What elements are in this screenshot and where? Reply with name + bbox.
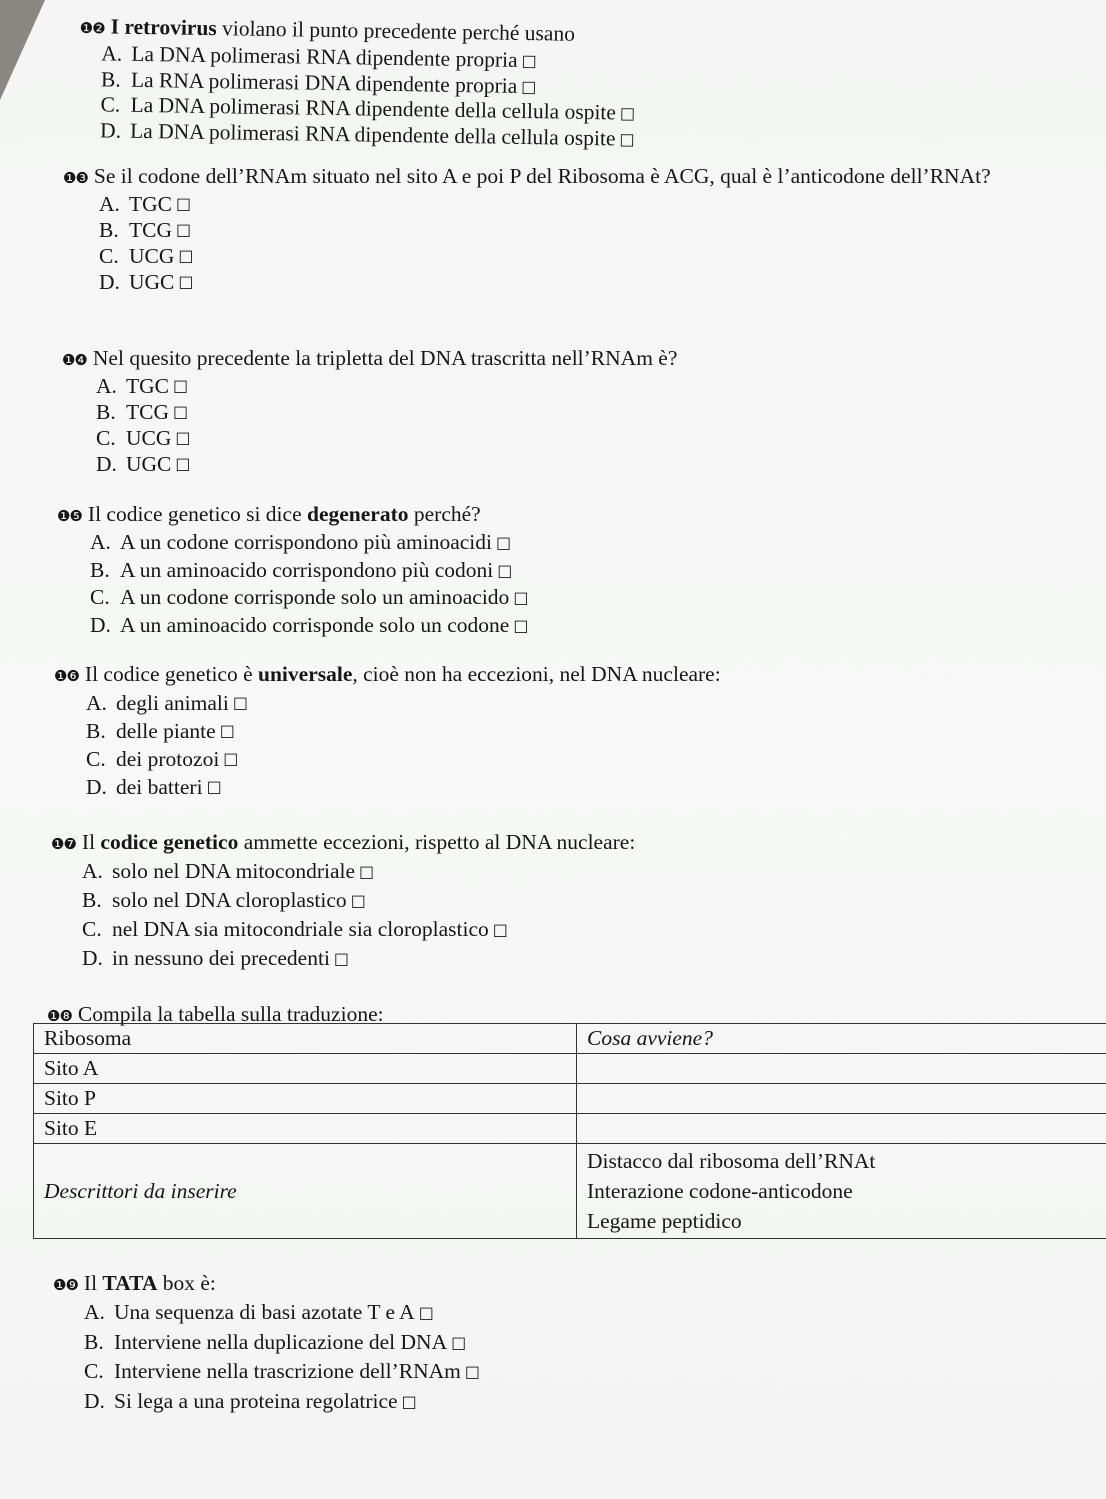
option-letter: C. <box>82 917 102 941</box>
stem-bold: TATA <box>102 1271 158 1295</box>
question-12 <box>78 13 637 152</box>
checkbox-icon[interactable]: □ <box>232 693 248 712</box>
option-d[interactable] <box>99 269 1076 295</box>
question-number: ❶❽ <box>47 1007 72 1025</box>
option-c[interactable] <box>86 745 721 773</box>
option-letter: A. <box>96 374 117 398</box>
option-text: solo nel DNA cloroplastico <box>112 888 347 912</box>
option-d[interactable] <box>90 612 528 640</box>
option-c[interactable] <box>99 243 1076 269</box>
option-letter: A. <box>84 1300 105 1324</box>
stem-bold: degenerato <box>307 502 409 526</box>
option-letter: D. <box>99 117 122 143</box>
question-stem <box>62 345 677 373</box>
checkbox-icon[interactable]: □ <box>464 1362 480 1381</box>
options-list <box>99 191 1076 295</box>
option-d[interactable] <box>86 773 721 801</box>
option-text: TCG <box>129 218 172 242</box>
descriptor-item: Distacco dal ribosoma dell’RNAt <box>587 1149 876 1173</box>
option-text: dei protozoi <box>116 747 220 771</box>
header-cell-ribosoma: Ribosoma <box>34 1024 577 1054</box>
option-letter: D. <box>99 270 120 294</box>
option-letter: D. <box>82 946 103 970</box>
option-text: UGC <box>129 270 175 294</box>
option-letter: C. <box>84 1359 104 1383</box>
question-number: ❶❼ <box>51 835 76 853</box>
question-number: ❶❹ <box>62 351 87 369</box>
option-letter: B. <box>82 888 102 912</box>
checkbox-icon[interactable]: □ <box>513 588 529 607</box>
options-list <box>82 857 635 973</box>
options-list <box>96 373 677 477</box>
option-letter: B. <box>90 557 110 582</box>
checkbox-icon[interactable]: □ <box>173 402 189 421</box>
stem-text: Il codice genetico è <box>84 662 259 686</box>
checkbox-icon[interactable]: □ <box>176 220 192 239</box>
checkbox-icon[interactable]: □ <box>497 560 513 580</box>
stem-text: Nel quesito precedente la tripletta del DNA trascritta nell’RNAm è? <box>92 346 678 370</box>
stem-bold: universale <box>258 662 353 686</box>
option-text: Si lega a una proteina regolatrice <box>114 1388 398 1413</box>
option-letter: D. <box>86 775 107 799</box>
stem-text: Il codice genetico si dice <box>87 502 307 526</box>
option-b[interactable] <box>96 399 677 425</box>
checkbox-icon[interactable]: □ <box>178 246 194 265</box>
option-text: degli animali <box>116 691 229 715</box>
option-letter: D. <box>90 612 111 637</box>
stem-text: Compila la tabella sulla traduzione: <box>77 1002 384 1026</box>
option-letter: D. <box>96 452 117 476</box>
checkbox-icon[interactable]: □ <box>619 128 635 149</box>
option-text: UCG <box>129 244 175 268</box>
option-text: in nessuno dei precedenti <box>112 946 330 970</box>
option-text: TCG <box>126 400 169 424</box>
checkbox-icon[interactable]: □ <box>175 454 191 473</box>
table-row <box>34 1114 1106 1144</box>
option-text: Interviene nella trascrizione dell’RNAm <box>114 1359 461 1383</box>
option-text: A un codone corrispondono più aminoacidi <box>120 530 492 554</box>
option-text: La RNA polimerasi DNA dipendente propria <box>130 67 518 98</box>
checkbox-icon[interactable]: □ <box>418 1303 434 1322</box>
checkbox-icon[interactable]: □ <box>492 920 508 939</box>
table-row <box>34 1084 1106 1114</box>
question-stem <box>57 501 528 529</box>
option-text: dei batteri <box>116 775 203 799</box>
option-a[interactable] <box>90 529 528 557</box>
option-letter: A. <box>99 192 120 216</box>
descriptors-cell <box>577 1144 1106 1239</box>
option-c[interactable] <box>90 584 528 612</box>
option-text: A un aminoacido corrisponde solo un codone <box>120 612 510 637</box>
checkbox-icon[interactable]: □ <box>333 949 350 968</box>
question-number: ❶❷ <box>79 18 105 38</box>
question-stem <box>63 163 1076 191</box>
option-d[interactable] <box>82 944 635 973</box>
question-stem <box>53 1270 480 1298</box>
option-letter: B. <box>86 719 106 743</box>
option-text: La DNA polimerasi RNA dipendente della cellula ospite <box>129 118 616 150</box>
option-letter: C. <box>86 747 106 771</box>
option-text: Una sequenza di basi azotate T e A <box>114 1300 415 1324</box>
checkbox-icon[interactable]: □ <box>513 615 529 635</box>
question-number: ❶❻ <box>54 667 79 685</box>
option-letter: C. <box>100 92 121 117</box>
option-letter: B. <box>96 400 116 424</box>
option-a[interactable] <box>99 191 1076 217</box>
option-c[interactable] <box>82 915 635 944</box>
answer-cell-sito-p[interactable] <box>577 1084 1106 1114</box>
stem-text: , cioè non ha eccezioni, nel DNA nucleare: <box>352 662 721 686</box>
question-number: ❶❺ <box>57 507 82 525</box>
question-stem <box>51 829 635 857</box>
option-a[interactable] <box>82 857 635 886</box>
header-cell-cosa-avviene: Cosa avviene? <box>577 1024 1106 1054</box>
checkbox-icon[interactable]: □ <box>173 376 189 395</box>
translation-table <box>33 1023 1106 1239</box>
checkbox-icon[interactable]: □ <box>176 194 192 213</box>
checkbox-icon[interactable]: □ <box>451 1332 467 1352</box>
option-letter: A. <box>101 41 123 66</box>
option-text: TGC <box>126 374 169 398</box>
option-text: solo nel DNA mitocondriale <box>112 859 356 883</box>
checkbox-icon[interactable]: □ <box>178 272 194 291</box>
option-letter: A. <box>90 530 111 554</box>
row-label-sito-a: Sito A <box>34 1054 577 1084</box>
checkbox-icon[interactable]: □ <box>219 721 235 740</box>
descriptors-label: Descrittori da inserire <box>34 1144 577 1239</box>
checkbox-icon[interactable]: □ <box>223 749 239 768</box>
options-list <box>84 1298 480 1416</box>
options-list <box>86 689 721 801</box>
table-header-row <box>34 1024 1106 1054</box>
checkbox-icon[interactable]: □ <box>521 76 537 96</box>
descriptors-row <box>34 1144 1106 1239</box>
option-b[interactable] <box>86 717 721 745</box>
stem-text: ammette eccezioni, rispetto al DNA nucleare: <box>238 830 636 854</box>
option-letter: B. <box>100 66 121 92</box>
option-text: A un codone corrisponde solo un aminoacido <box>120 585 510 609</box>
option-text: La DNA polimerasi RNA dipendente della cellula ospite <box>130 92 617 125</box>
option-letter: D. <box>84 1388 105 1413</box>
stem-bold: I retrovirus <box>110 14 217 41</box>
option-a[interactable] <box>86 689 721 717</box>
stem-text: Il <box>83 1271 103 1295</box>
row-label-sito-e: Sito E <box>34 1114 577 1144</box>
option-letter: B. <box>99 218 119 242</box>
question-stem <box>54 661 721 689</box>
option-text: nel DNA sia mitocondriale sia cloroplastico <box>112 917 489 941</box>
question-17 <box>51 829 635 973</box>
table-row <box>34 1054 1106 1084</box>
descriptor-item: Interazione codone-anticodone <box>587 1179 853 1203</box>
checkbox-icon[interactable]: □ <box>401 1391 417 1411</box>
descriptor-item: Legame peptidico <box>587 1209 742 1233</box>
stem-text: Il <box>81 830 101 854</box>
question-number: ❶❾ <box>53 1276 78 1294</box>
option-b[interactable] <box>99 217 1076 243</box>
stem-text: violano il punto precedente perché usano <box>216 16 576 46</box>
option-c[interactable] <box>84 1357 480 1387</box>
checkbox-icon[interactable]: □ <box>521 50 537 71</box>
question-16 <box>54 661 721 801</box>
option-letter: C. <box>99 244 119 268</box>
question-13 <box>63 163 1076 295</box>
option-letter: A. <box>86 691 107 715</box>
checkbox-icon[interactable]: □ <box>496 533 512 552</box>
question-number: ❶❸ <box>63 169 88 187</box>
option-text: Interviene nella duplicazione del DNA <box>114 1329 448 1354</box>
stem-text: perché? <box>408 502 481 526</box>
option-letter: B. <box>84 1329 104 1354</box>
option-letter: C. <box>90 585 110 609</box>
question-14 <box>62 345 677 477</box>
options-list <box>100 41 636 151</box>
checkbox-icon[interactable]: □ <box>359 862 375 881</box>
option-text: La DNA polimerasi RNA dipendente propria <box>131 41 518 72</box>
option-b[interactable] <box>82 886 635 915</box>
option-d[interactable] <box>96 451 677 477</box>
option-text: A un aminoacido corrispondono più codoni <box>120 557 494 582</box>
option-d[interactable] <box>84 1387 480 1417</box>
answer-cell-sito-e[interactable] <box>577 1114 1106 1144</box>
option-text: TGC <box>129 192 172 216</box>
option-letter: A. <box>82 859 103 883</box>
option-a[interactable] <box>96 373 677 399</box>
stem-text: box è: <box>157 1271 216 1295</box>
stem-text: Se il codone dell’RNAm situato nel sito A e poi P del Ribosoma è ACG, qual è l’anticodone dell’RNAt? <box>93 164 991 188</box>
option-text: UGC <box>126 452 172 476</box>
option-b[interactable] <box>90 557 528 585</box>
option-b[interactable] <box>84 1328 480 1358</box>
checkbox-icon[interactable]: □ <box>175 428 191 447</box>
checkbox-icon[interactable]: □ <box>350 891 366 910</box>
option-c[interactable] <box>96 425 677 451</box>
option-text: delle piante <box>116 719 216 743</box>
option-letter: C. <box>96 426 116 450</box>
row-label-sito-p: Sito P <box>34 1084 577 1114</box>
option-a[interactable] <box>84 1298 480 1328</box>
question-15 <box>57 501 528 639</box>
answer-cell-sito-a[interactable] <box>577 1054 1106 1084</box>
checkbox-icon[interactable]: □ <box>206 777 222 796</box>
question-19 <box>53 1270 480 1416</box>
options-list <box>90 529 528 639</box>
checkbox-icon[interactable]: □ <box>619 103 636 123</box>
stem-bold: codice genetico <box>100 830 239 854</box>
option-text: UCG <box>126 426 172 450</box>
